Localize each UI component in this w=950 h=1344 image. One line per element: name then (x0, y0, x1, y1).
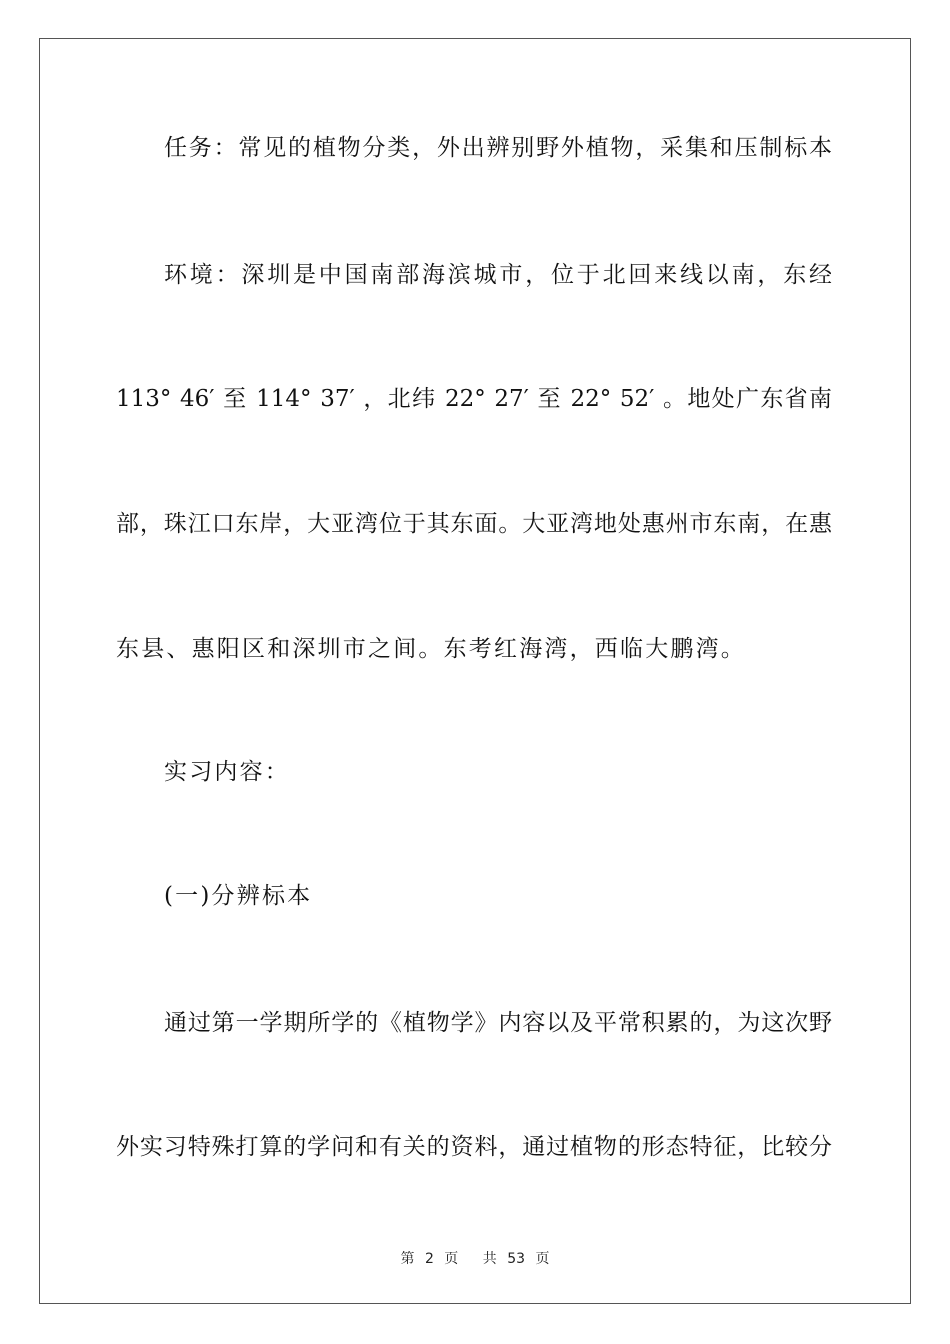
page-number-footer: 第 2 页 共 53 页 (400, 1251, 550, 1267)
page-border (39, 38, 911, 1304)
paragraph-environment-line-2: 113° 46′ 至 114° 37′ ，北纬 22° 27′ 至 22° 52′ 。地处广东省南 (116, 386, 832, 412)
subsection-heading-identify: (一)分辨标本 (164, 883, 313, 909)
paragraph-identify-line-1: 通过第一学期所学的《植物学》内容以及平常积累的，为这次野 (164, 1010, 832, 1036)
paragraph-identify-line-2: 外实习特殊打算的学问和有关的资料，通过植物的形态特征，比较分 (116, 1134, 832, 1160)
paragraph-environment-line-3: 部，珠江口东岸，大亚湾位于其东面。大亚湾地处惠州市东南，在惠 (116, 511, 832, 537)
paragraph-environment-line-4: 东县、惠阳区和深圳市之间。东考红海湾，西临大鹏湾。 (116, 636, 746, 662)
section-heading-content: 实习内容： (164, 759, 290, 785)
paragraph-task: 任务：常见的植物分类，外出辨别野外植物，采集和压制标本 (164, 135, 832, 161)
paragraph-environment-line-1: 环境：深圳是中国南部海滨城市，位于北回来线以南，东经 (164, 262, 832, 288)
